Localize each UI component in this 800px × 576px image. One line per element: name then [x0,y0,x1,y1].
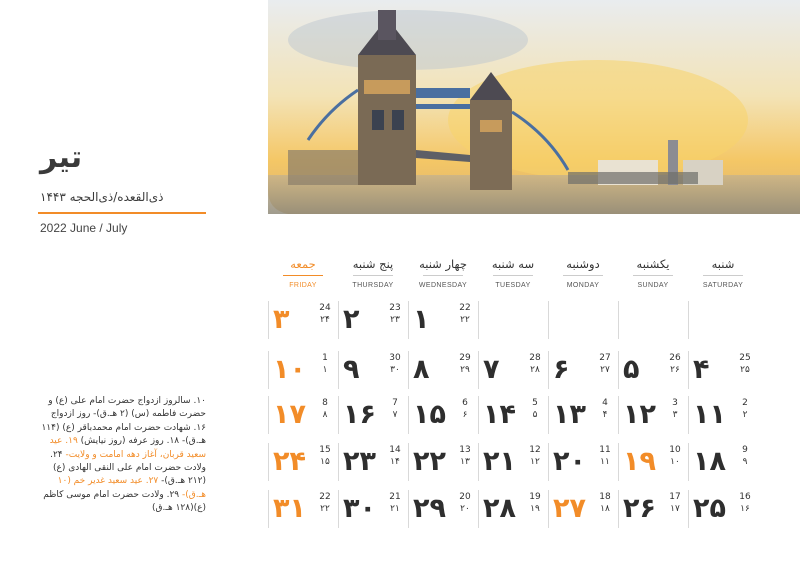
weekday-underline [703,275,743,276]
weekday-label-fa: جمعه [290,257,316,271]
day-number-hijri: ۲۱ [390,504,400,514]
day-cell[interactable] [338,490,408,528]
day-cell[interactable] [688,443,758,481]
day-number-hijri: ۲۷ [600,365,610,375]
day-cell[interactable] [478,396,548,434]
day-number-hijri: ۲۳ [390,315,400,325]
day-number-persian: ۳۰ [343,493,376,524]
weekday-label-en: THURSDAY [352,282,394,289]
day-number-gregorian: 24 [319,303,331,313]
weekday-label-en: WEDNESDAY [418,282,468,289]
day-number-hijri: ۱۲ [530,457,540,467]
day-number-gregorian: 30 [389,353,401,363]
empty-cell [478,301,548,339]
day-number-persian: ۲۱ [483,446,516,477]
day-cell[interactable] [268,490,338,528]
day-number-hijri: ۲۸ [530,365,540,375]
day-cell[interactable] [268,396,338,434]
day-number-gregorian: 29 [459,353,471,363]
day-number-gregorian: 9 [742,445,748,455]
occasion-holiday: ۱۹. عید سعید قربان، آغاز دهه امامت و ولایت- [49,436,206,460]
day-number-persian: ۲۸ [483,493,516,524]
day-number-hijri: ۲۴ [320,315,330,325]
day-number-hijri: ۹ [742,457,748,467]
day-cell[interactable] [338,301,408,339]
day-number-hijri: ۱۶ [740,504,750,514]
weekday-label-fa: شنبه [711,257,735,271]
weekday-saturday [688,257,758,289]
day-number-hijri: ۱ [322,365,328,375]
day-number-persian: ۲ [343,304,360,335]
day-number-hijri: ۱۹ [530,504,540,514]
day-number-persian: ۲۳ [343,446,376,477]
day-number-gregorian: 13 [459,445,471,455]
day-number-hijri: ۱۰ [670,457,680,467]
occasion-text: ۲۴. ولادت حضرت امام علی النقی الهادی (ع)(۲۱۲ هـ.ق)- [50,449,206,487]
day-number-gregorian: 26 [669,353,681,363]
day-number-hijri: ۲ [742,410,748,420]
day-cell[interactable] [618,443,688,481]
weekday-label-en: MONDAY [566,282,600,289]
day-cell[interactable] [618,396,688,434]
day-number-gregorian: 23 [389,303,401,313]
day-number-persian: ۲۹ [413,493,446,524]
day-number-hijri: ۱۷ [670,504,680,514]
day-number-hijri: ۸ [322,410,328,420]
day-number-persian: ۱۷ [273,399,306,430]
day-cell[interactable] [478,443,548,481]
day-number-persian: ۵ [623,354,640,385]
weekday-label-en: FRIDAY [289,282,317,289]
day-cell[interactable] [408,301,478,339]
day-cell[interactable] [338,443,408,481]
day-cell[interactable] [338,351,408,389]
weekday-label-en: SATURDAY [702,282,744,289]
day-number-gregorian: 3 [672,398,678,408]
day-number-gregorian: 8 [322,398,328,408]
day-number-gregorian: 4 [602,398,608,408]
day-number-persian: ۱۴ [483,399,516,430]
day-number-persian: ۲۵ [693,493,726,524]
day-number-gregorian: 22 [319,492,331,502]
day-number-persian: ۷ [483,354,500,385]
weekday-sunday [618,257,688,289]
day-number-persian: ۲۷ [553,493,586,524]
weekday-underline [283,275,323,276]
day-number-gregorian: 21 [389,492,401,502]
day-cell[interactable] [548,490,618,528]
day-number-persian: ۴ [693,354,710,385]
day-number-hijri: ۲۰ [460,504,470,514]
tower-bridge-painting [268,0,800,214]
day-cell[interactable] [548,396,618,434]
day-cell[interactable] [548,443,618,481]
empty-cell [688,301,758,339]
occasion-holiday: ۲۷. عید سعید غدیر خم (۱۰ هـ.ق)- [57,476,206,500]
weekday-underline [423,275,463,276]
day-number-gregorian: 2 [742,398,748,408]
divider [38,212,206,214]
day-cell[interactable] [618,490,688,528]
occasion-text: ۱۶. شهادت حضرت امام محمدباقر (ع) (۱۱۴ هـ.ق)- ۱۸. روز عرفه (روز نیایش) [41,422,206,447]
day-cell[interactable] [268,443,338,481]
weekday-underline [353,275,393,276]
day-number-gregorian: 20 [459,492,471,502]
occasion-text: ۲۹. ولادت حضرت امام موسی کاظم (ع)(۱۲۸ هـ.ق) [43,489,206,514]
day-cell[interactable] [408,396,478,434]
day-number-persian: ۸ [413,354,430,385]
day-number-persian: ۲۶ [623,493,656,524]
day-number-persian: ۱۹ [623,446,656,477]
weekday-label-fa: دوشنبه [566,257,600,271]
day-cell[interactable] [618,351,688,389]
weekday-underline [493,275,533,276]
day-cell[interactable] [408,490,478,528]
weekday-friday [268,257,338,289]
weekday-underline [563,275,603,276]
day-number-hijri: ۳۰ [390,365,400,375]
gregorian-months: 2022 June / July [40,221,128,235]
day-number-gregorian: 19 [529,492,541,502]
day-cell[interactable] [688,351,758,389]
day-number-gregorian: 28 [529,353,541,363]
day-cell[interactable] [338,396,408,434]
day-number-hijri: ۱۱ [600,457,610,467]
day-number-hijri: ۲۲ [320,504,330,514]
day-number-hijri: ۶ [462,410,468,420]
day-number-persian: ۱۱ [693,399,726,430]
day-number-persian: ۱۲ [623,399,656,430]
day-number-persian: ۱۰ [273,354,306,385]
day-number-hijri: ۵ [532,410,538,420]
weekday-label-fa: سه شنبه [491,257,535,271]
weekday-wednesday [408,257,478,289]
day-number-gregorian: 17 [669,492,681,502]
day-cell[interactable] [268,301,338,339]
day-number-persian: ۱ [413,304,430,335]
day-number-gregorian: 25 [739,353,751,363]
weekday-label-fa: چهار شنبه [419,257,467,271]
day-number-gregorian: 5 [532,398,538,408]
day-cell[interactable] [408,443,478,481]
day-number-gregorian: 16 [739,492,751,502]
day-number-persian: ۲۲ [413,446,446,477]
weekday-tuesday [478,257,548,289]
hijri-months: ذی‌القعده/ذی‌الحجه ۱۴۴۳ [40,190,164,204]
day-cell[interactable] [268,351,338,389]
day-number-persian: ۱۵ [413,399,446,430]
day-number-hijri: ۳ [672,410,678,420]
empty-cell [618,301,688,339]
day-number-hijri: ۲۵ [740,365,750,375]
weekday-thursday [338,257,408,289]
month-title: تیر [40,140,83,175]
day-number-persian: ۳۱ [273,493,306,524]
weekday-label-fa: یکشنبه [636,257,670,271]
day-number-persian: ۳ [273,304,290,335]
day-number-persian: ۶ [553,354,570,385]
day-number-hijri: ۲۹ [460,365,470,375]
day-number-hijri: ۱۸ [600,504,610,514]
day-number-hijri: ۷ [392,410,398,420]
day-number-gregorian: 12 [529,445,541,455]
day-number-gregorian: 6 [462,398,468,408]
day-number-persian: ۱۶ [343,399,376,430]
day-cell[interactable] [478,490,548,528]
day-number-gregorian: 1 [322,353,328,363]
day-number-persian: ۱۳ [553,399,586,430]
occasion-text: ۱۰. سالروز ازدواج حضرت امام علی (ع) و حضرت فاطمه (س) (۲ هـ.ق)- روز ازدواج [48,396,206,420]
weekday-label-en: SUNDAY [637,282,669,289]
day-number-gregorian: 7 [392,398,398,408]
day-number-hijri: ۲۲ [460,315,470,325]
day-number-persian: ۱۸ [693,446,726,477]
day-number-gregorian: 14 [389,445,401,455]
day-number-persian: ۲۰ [553,446,586,477]
day-cell[interactable] [408,351,478,389]
day-number-hijri: ۲۶ [670,365,680,375]
day-number-hijri: ۱۴ [390,457,400,467]
day-number-hijri: ۱۵ [320,457,330,467]
day-cell[interactable] [478,351,548,389]
day-number-gregorian: 10 [669,445,681,455]
day-cell[interactable] [688,396,758,434]
day-number-gregorian: 27 [599,353,611,363]
day-cell[interactable] [548,351,618,389]
day-number-persian: ۹ [343,354,360,385]
day-number-gregorian: 11 [599,445,611,455]
day-number-gregorian: 15 [319,445,331,455]
day-number-gregorian: 18 [599,492,611,502]
weekday-label-en: TUESDAY [495,282,531,289]
occasions-notes [36,395,206,516]
day-number-persian: ۲۴ [273,446,306,477]
weekday-underline [633,275,673,276]
day-cell[interactable] [688,490,758,528]
empty-cell [548,301,618,339]
day-number-gregorian: 22 [459,303,471,313]
day-number-hijri: ۴ [602,410,608,420]
day-number-hijri: ۱۳ [460,457,470,467]
weekday-label-fa: پنج شنبه [352,257,394,271]
weekday-monday [548,257,618,289]
